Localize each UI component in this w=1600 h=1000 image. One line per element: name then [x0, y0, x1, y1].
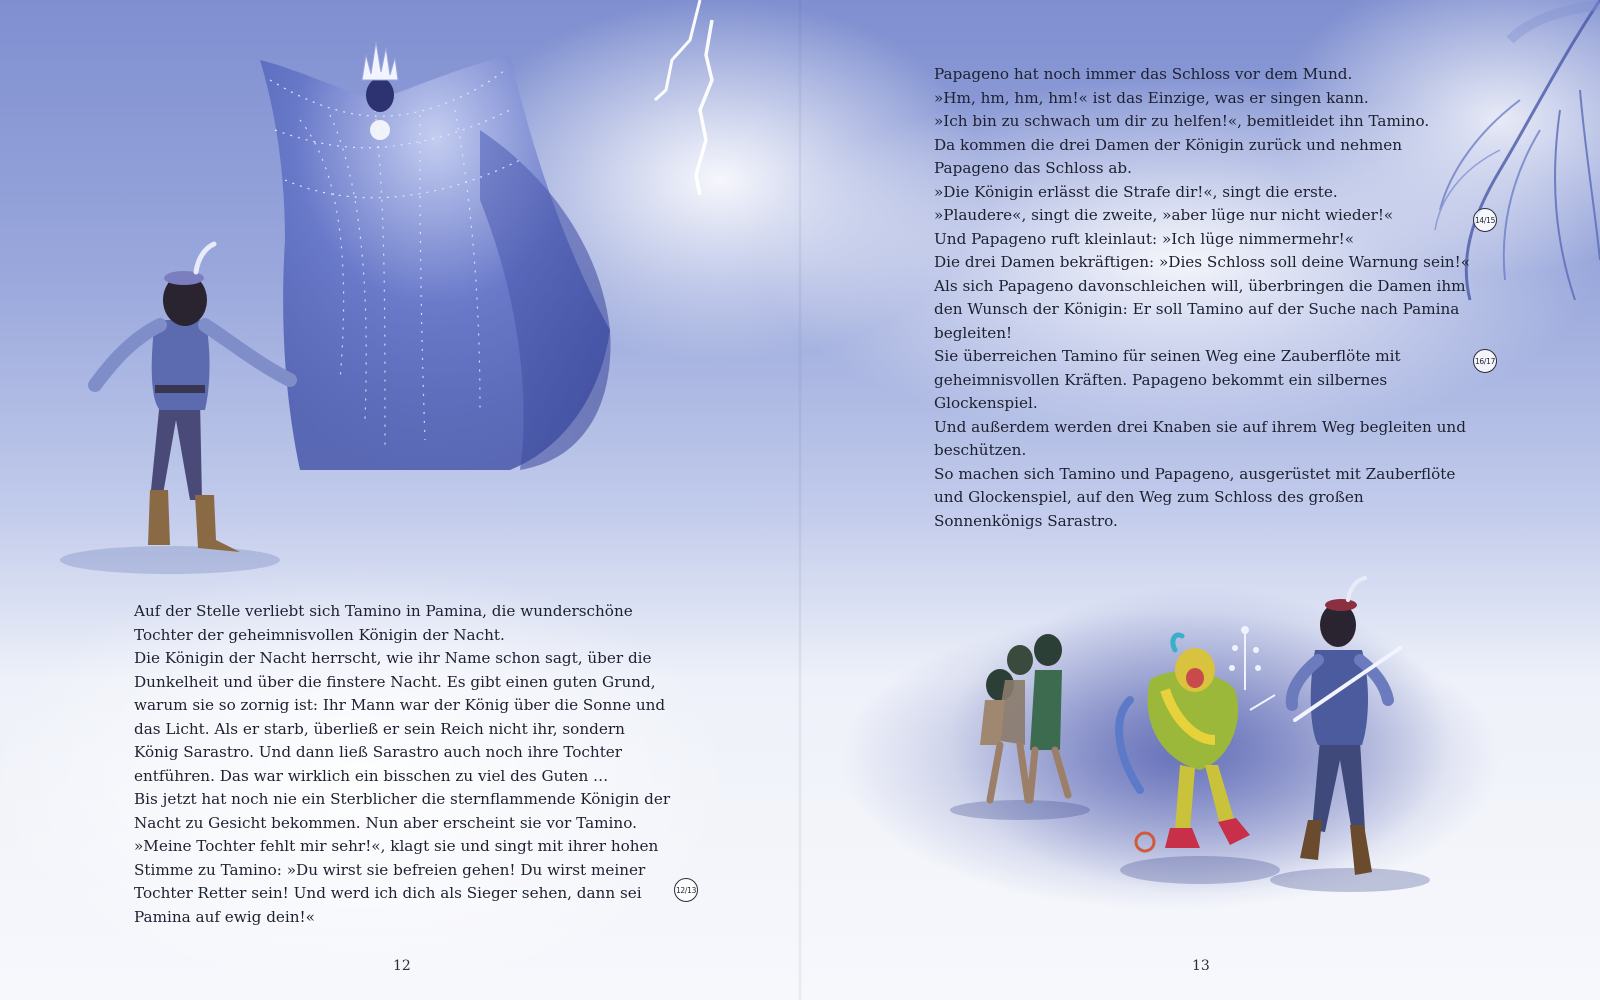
paragraph: Sie überreichen Tamino für seinen Weg eine Zauberflöte mit geheimnisvollen Kräften. Papageno bekommt ein silbernes Glockenspiel. [934, 347, 1401, 412]
paragraph: Als sich Papageno davonschleichen will, überbringen die Damen ihm den Wunsch der Königin: Er soll Tamino auf der Suche nach Pamina begleiten! [934, 276, 1466, 342]
paragraph: »Hm, hm, hm, hm!« ist das Einzige, was er singen kann. [934, 88, 1369, 107]
lightning-bolt [655, 0, 712, 195]
audio-track-marker: 12/13 [674, 878, 698, 902]
page-number-left: 12 [393, 958, 411, 974]
left-page-text [134, 600, 674, 929]
paragraph: »Plaudere«, singt die zweite, »aber lüge nur nicht wieder!« [934, 206, 1394, 224]
paragraph: Und Papageno ruft kleinlaut: »Ich lüge nimmermehr!« [934, 229, 1355, 248]
paragraph: Und außerdem werden drei Knaben sie auf ihrem Weg begleiten und beschützen. [934, 417, 1466, 459]
audio-track-marker: 16/17 [1473, 349, 1497, 373]
paragraph: »Ich bin zu schwach um dir zu helfen!«, bemitleidet ihn Tamino. [934, 112, 1430, 130]
audio-track-marker: 14/15 [1473, 208, 1497, 232]
paragraph: »Meine Tochter fehlt mir sehr!«, klagt sie und singt mit ihrer hohen Stimme zu Tamino: »Du wirst sie befreien gehen! Du wirst meiner Tochter Retter sein! Und werd ich dich als Sieger sehen, dann sei Pamina auf ewig dein!« [134, 837, 659, 926]
right-page-text [934, 63, 1474, 533]
paragraph: So machen sich Tamino und Papageno, ausgerüstet mit Zauberflöte und Glockenspiel, auf den Weg zum Schloss des großen Sonnenkönigs Sarastro. [934, 464, 1456, 530]
paragraph: Die Königin der Nacht herrscht, wie ihr Name schon sagt, über die Dunkelheit und über die finstere Nacht. Es gibt einen guten Grund, warum sie so zornig ist: Ihr Mann war der König über die Sonne und das Licht. Als er starb, überließ er sein Reich nicht ihr, sondern König Sarastro. Und dann ließ Sarastro auch noch ihre Tochter entführen. Das war wirklich ein bisschen zu viel des Guten … [134, 649, 666, 785]
paragraph: Da kommen die drei Damen der Königin zurück und nehmen Papageno das Schloss ab. [934, 135, 1402, 177]
paragraph: Papageno hat noch immer das Schloss vor dem Mund. [934, 65, 1353, 83]
paragraph: Auf der Stelle verliebt sich Tamino in Pamina, die wunderschöne Tochter der geheimnisvollen Königin der Nacht. [134, 602, 633, 644]
tamino-figure-left [60, 244, 290, 574]
paragraph: Die drei Damen bekräftigen: »Dies Schloss soll deine Warnung sein!« [934, 253, 1470, 271]
paragraph: »Die Königin erlässt die Strafe dir!«, singt die erste. [934, 182, 1338, 201]
page-number-right: 13 [1192, 958, 1210, 974]
queen-of-the-night [260, 42, 610, 470]
paragraph: Bis jetzt hat noch nie ein Sterblicher die sternflammende Königin der Nacht zu Gesicht bekommen. Nun aber erscheint sie vor Tamino. [134, 790, 671, 832]
